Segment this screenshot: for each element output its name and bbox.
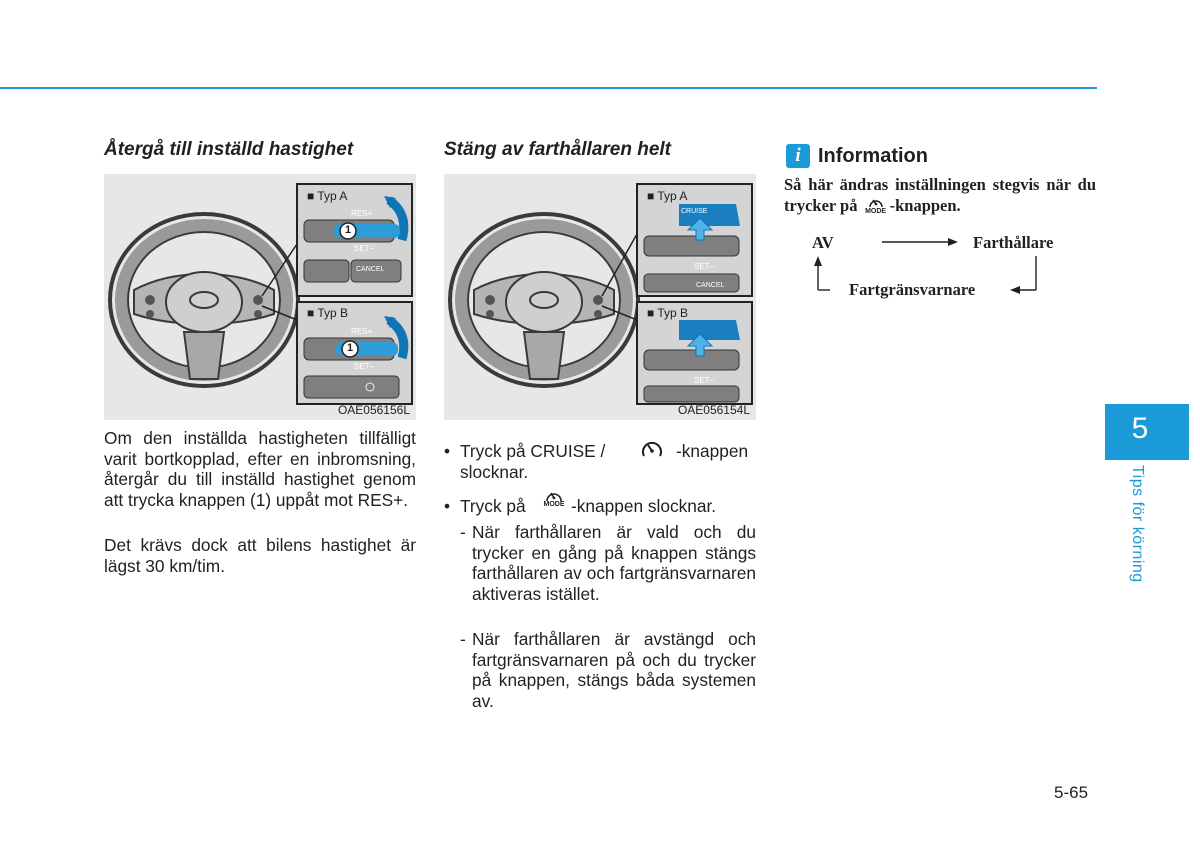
diagram-arrows [800,230,1050,300]
info-icon: i [786,144,810,168]
set-label: SET− [354,362,375,371]
type-a-label: ■ Typ A [647,189,688,203]
page-number: 5-65 [1054,783,1089,802]
callout-number: 1 [345,224,352,236]
info-title: Information [818,145,928,167]
header-rule [0,87,1097,89]
type-a-label: ■ Typ A [307,189,348,203]
mode-icon: MODE [540,487,568,513]
chapter-tab [1105,404,1189,460]
chapter-number: 5 [1131,412,1149,445]
section-heading-resume: Återgå till inställd hastighet [104,139,354,160]
cancel-label: CANCEL [356,266,385,273]
paragraph: Om den inställda hastigheten tillfälligt varit bortkopplad, efter en inbromsning, återgår du till inställd hastighet genom att trycka knappen (1) uppåt mot RES+. [104,428,416,510]
res-label: RES+ [351,209,373,218]
chapter-title: Tips för körning [1129,465,1146,583]
figure-code: OAE056154L [677,403,750,417]
diagram-fartgransvarnare: Fartgränsvarnare [849,280,976,299]
callout-number: 1 [347,342,354,354]
figure-cruise-off [444,174,756,420]
diagram-av: AV [812,233,834,252]
type-b-label: ■ Typ B [647,306,689,320]
res-label: RES+ [351,327,373,336]
diagram-farthallare: Farthållare [973,233,1054,252]
cancel-label: CANCEL [696,282,725,289]
cruise-speedometer-icon [639,438,665,462]
mode-icon: MODE [862,195,890,217]
set-label: SET− [694,262,715,271]
cruise-label: CRUISE [681,208,708,215]
info-text: Så här ändras inställningen stegvis när du trycker på MODE -knappen. [784,175,1096,215]
section-heading-off: Stäng av farthållaren helt [444,139,672,160]
set-label: SET− [354,244,375,253]
set-label: SET− [694,376,715,385]
paragraph: Det krävs dock att bilens hastighet är lägst 30 km/tim. [104,535,416,576]
type-b-label: ■ Typ B [307,306,349,320]
figure-resume-speed [104,174,416,420]
figure-code: OAE056156L [337,403,410,417]
